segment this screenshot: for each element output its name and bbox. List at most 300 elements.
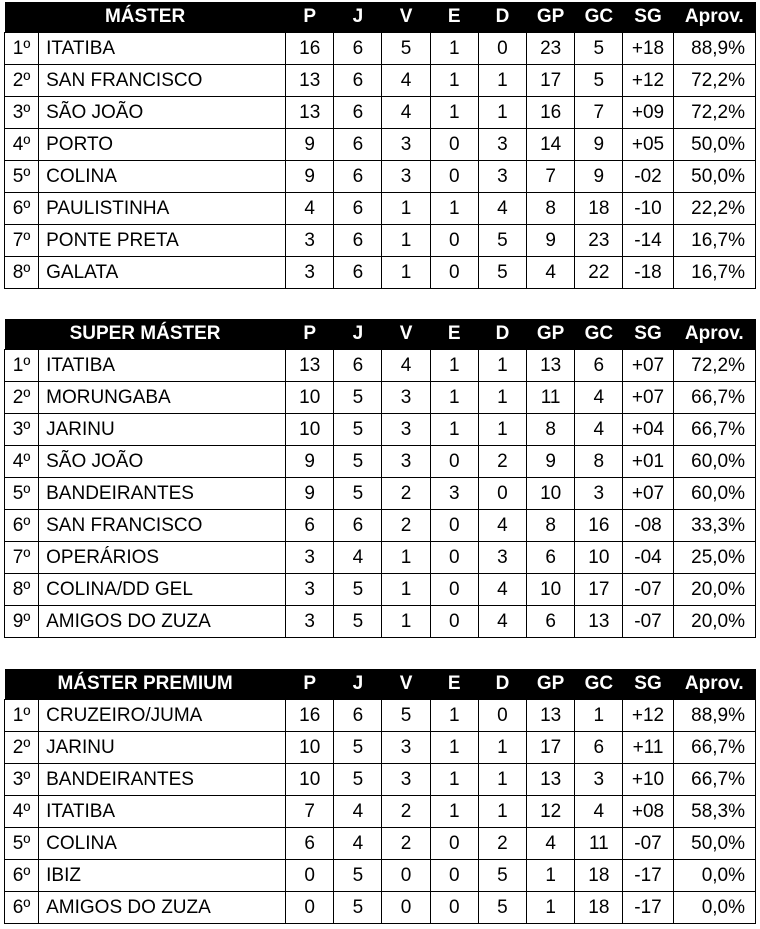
draws-cell: 0 [430,542,478,574]
goals-for-cell: 9 [527,225,575,257]
games-cell: 4 [334,828,382,860]
team-name-cell: SAN FRANCISCO [39,510,286,542]
percentage-cell: 25,0% [673,542,755,574]
team-name-cell: OPERÁRIOS [39,542,286,574]
goals-for-cell: 6 [527,542,575,574]
table-row [5,764,756,796]
goals-for-cell: 1 [527,860,575,892]
table-row [5,732,756,764]
wins-cell: 3 [382,414,430,446]
team-name-cell: SÃO JOÃO [39,97,286,129]
team-name-cell: PONTE PRETA [39,225,286,257]
table-row [5,414,756,446]
losses-cell: 2 [478,446,526,478]
draws-cell: 0 [430,446,478,478]
points-cell: 0 [286,860,334,892]
table-row [5,606,756,638]
table-row [5,860,756,892]
percentage-cell: 66,7% [673,732,755,764]
percentage-cell: 16,7% [673,257,755,289]
column-header-losses: D [478,669,526,700]
percentage-cell: 66,7% [673,414,755,446]
losses-cell: 1 [478,414,526,446]
goals-against-cell: 7 [575,97,623,129]
goals-for-cell: 4 [527,257,575,289]
position-cell: 3º [5,414,39,446]
percentage-cell: 50,0% [673,129,755,161]
points-cell: 3 [286,574,334,606]
points-cell: 3 [286,225,334,257]
table-title: MÁSTER [5,2,286,33]
table-row [5,700,756,732]
team-name-cell: ITATIBA [39,796,286,828]
table-row [5,542,756,574]
goal-difference-cell: +11 [623,732,673,764]
table-row [5,33,756,65]
wins-cell: 5 [382,700,430,732]
wins-cell: 4 [382,65,430,97]
wins-cell: 3 [382,764,430,796]
goals-against-cell: 3 [575,764,623,796]
goals-against-cell: 3 [575,478,623,510]
draws-cell: 1 [430,796,478,828]
team-name-cell: MORUNGABA [39,382,286,414]
draws-cell: 0 [430,860,478,892]
position-cell: 2º [5,732,39,764]
goal-difference-cell: -07 [623,606,673,638]
goal-difference-cell: -10 [623,193,673,225]
goals-for-cell: 13 [527,700,575,732]
percentage-cell: 72,2% [673,65,755,97]
percentage-cell: 50,0% [673,161,755,193]
losses-cell: 1 [478,382,526,414]
wins-cell: 3 [382,382,430,414]
games-cell: 6 [334,65,382,97]
games-cell: 5 [334,892,382,924]
percentage-cell: 58,3% [673,796,755,828]
table-title: SUPER MÁSTER [5,319,286,350]
goal-difference-cell: +18 [623,33,673,65]
percentage-cell: 16,7% [673,225,755,257]
goal-difference-cell: +10 [623,764,673,796]
games-cell: 6 [334,510,382,542]
position-cell: 3º [5,764,39,796]
goals-against-cell: 6 [575,732,623,764]
goal-difference-cell: -14 [623,225,673,257]
goals-against-cell: 9 [575,129,623,161]
position-cell: 4º [5,129,39,161]
draws-cell: 0 [430,892,478,924]
wins-cell: 5 [382,33,430,65]
points-cell: 9 [286,446,334,478]
team-name-cell: SÃO JOÃO [39,446,286,478]
games-cell: 6 [334,700,382,732]
draws-cell: 1 [430,33,478,65]
goals-against-cell: 4 [575,414,623,446]
games-cell: 4 [334,796,382,828]
position-cell: 1º [5,700,39,732]
percentage-cell: 33,3% [673,510,755,542]
games-cell: 4 [334,542,382,574]
draws-cell: 0 [430,574,478,606]
percentage-cell: 72,2% [673,97,755,129]
losses-cell: 4 [478,606,526,638]
position-cell: 5º [5,828,39,860]
goals-for-cell: 14 [527,129,575,161]
losses-cell: 2 [478,828,526,860]
losses-cell: 4 [478,193,526,225]
draws-cell: 3 [430,478,478,510]
table-row [5,382,756,414]
team-name-cell: PAULISTINHA [39,193,286,225]
goals-against-cell: 8 [575,446,623,478]
goal-difference-cell: +12 [623,700,673,732]
percentage-cell: 22,2% [673,193,755,225]
points-cell: 13 [286,97,334,129]
games-cell: 6 [334,350,382,382]
column-header-goal-difference: SG [623,2,673,33]
header-row [5,669,756,700]
table-row [5,510,756,542]
goals-for-cell: 6 [527,606,575,638]
losses-cell: 0 [478,33,526,65]
percentage-cell: 72,2% [673,350,755,382]
position-cell: 7º [5,542,39,574]
draws-cell: 1 [430,350,478,382]
goals-against-cell: 16 [575,510,623,542]
team-name-cell: JARINU [39,732,286,764]
table-row [5,65,756,97]
column-header-losses: D [478,319,526,350]
wins-cell: 4 [382,350,430,382]
position-cell: 5º [5,478,39,510]
column-header-losses: D [478,2,526,33]
team-name-cell: AMIGOS DO ZUZA [39,606,286,638]
wins-cell: 0 [382,860,430,892]
column-header-points: P [286,669,334,700]
points-cell: 13 [286,65,334,97]
table-master-premium [4,669,756,924]
goals-against-cell: 9 [575,161,623,193]
header-row [5,319,756,350]
position-cell: 5º [5,161,39,193]
goals-against-cell: 6 [575,350,623,382]
table-row [5,892,756,924]
games-cell: 5 [334,414,382,446]
losses-cell: 1 [478,350,526,382]
table-row [5,350,756,382]
percentage-cell: 60,0% [673,478,755,510]
losses-cell: 1 [478,65,526,97]
column-header-goals-against: GC [575,669,623,700]
column-header-games: J [334,319,382,350]
goal-difference-cell: -17 [623,892,673,924]
position-cell: 8º [5,574,39,606]
goals-against-cell: 4 [575,796,623,828]
percentage-cell: 66,7% [673,382,755,414]
column-header-goals-against: GC [575,2,623,33]
losses-cell: 3 [478,542,526,574]
wins-cell: 3 [382,446,430,478]
draws-cell: 1 [430,764,478,796]
points-cell: 16 [286,33,334,65]
draws-cell: 0 [430,828,478,860]
team-name-cell: ITATIBA [39,33,286,65]
wins-cell: 4 [382,97,430,129]
goals-for-cell: 17 [527,65,575,97]
goals-for-cell: 17 [527,732,575,764]
column-header-wins: V [382,319,430,350]
table-row [5,446,756,478]
goal-difference-cell: +05 [623,129,673,161]
team-name-cell: SAN FRANCISCO [39,65,286,97]
losses-cell: 5 [478,892,526,924]
losses-cell: 5 [478,860,526,892]
position-cell: 2º [5,65,39,97]
percentage-cell: 20,0% [673,606,755,638]
wins-cell: 1 [382,225,430,257]
points-cell: 16 [286,700,334,732]
goals-for-cell: 7 [527,161,575,193]
table-row [5,97,756,129]
draws-cell: 1 [430,732,478,764]
points-cell: 0 [286,892,334,924]
goal-difference-cell: +01 [623,446,673,478]
games-cell: 6 [334,257,382,289]
goals-for-cell: 8 [527,414,575,446]
points-cell: 10 [286,414,334,446]
wins-cell: 2 [382,796,430,828]
points-cell: 9 [286,161,334,193]
draws-cell: 1 [430,414,478,446]
goals-against-cell: 23 [575,225,623,257]
losses-cell: 1 [478,97,526,129]
position-cell: 6º [5,510,39,542]
column-header-points: P [286,319,334,350]
column-header-goals-against: GC [575,319,623,350]
losses-cell: 5 [478,257,526,289]
draws-cell: 0 [430,129,478,161]
goals-for-cell: 11 [527,382,575,414]
points-cell: 10 [286,764,334,796]
goals-against-cell: 5 [575,33,623,65]
column-header-points: P [286,2,334,33]
goal-difference-cell: +04 [623,414,673,446]
column-header-percentage: Aprov. [673,669,755,700]
wins-cell: 1 [382,574,430,606]
draws-cell: 0 [430,510,478,542]
position-cell: 1º [5,350,39,382]
wins-cell: 1 [382,542,430,574]
position-cell: 9º [5,606,39,638]
goals-for-cell: 23 [527,33,575,65]
points-cell: 6 [286,828,334,860]
goal-difference-cell: +09 [623,97,673,129]
draws-cell: 1 [430,382,478,414]
team-name-cell: COLINA/DD GEL [39,574,286,606]
goals-for-cell: 8 [527,510,575,542]
percentage-cell: 0,0% [673,892,755,924]
team-name-cell: AMIGOS DO ZUZA [39,892,286,924]
position-cell: 2º [5,382,39,414]
goals-against-cell: 1 [575,700,623,732]
games-cell: 6 [334,193,382,225]
games-cell: 5 [334,478,382,510]
goals-against-cell: 11 [575,828,623,860]
column-header-draws: E [430,2,478,33]
points-cell: 4 [286,193,334,225]
table-row [5,257,756,289]
goals-against-cell: 10 [575,542,623,574]
points-cell: 3 [286,542,334,574]
position-cell: 4º [5,796,39,828]
draws-cell: 0 [430,606,478,638]
points-cell: 13 [286,350,334,382]
games-cell: 6 [334,225,382,257]
goals-for-cell: 8 [527,193,575,225]
percentage-cell: 50,0% [673,828,755,860]
goals-for-cell: 13 [527,350,575,382]
team-name-cell: ITATIBA [39,350,286,382]
games-cell: 6 [334,97,382,129]
column-header-draws: E [430,669,478,700]
team-name-cell: BANDEIRANTES [39,478,286,510]
table-row [5,129,756,161]
percentage-cell: 88,9% [673,700,755,732]
games-cell: 6 [334,33,382,65]
team-name-cell: JARINU [39,414,286,446]
team-name-cell: GALATA [39,257,286,289]
games-cell: 5 [334,732,382,764]
table-title: MÁSTER PREMIUM [5,669,286,700]
losses-cell: 0 [478,700,526,732]
wins-cell: 0 [382,892,430,924]
goal-difference-cell: +07 [623,478,673,510]
wins-cell: 2 [382,828,430,860]
goals-against-cell: 18 [575,892,623,924]
table-row [5,161,756,193]
goals-for-cell: 10 [527,574,575,606]
goal-difference-cell: -07 [623,828,673,860]
column-header-goals-for: GP [527,319,575,350]
goal-difference-cell: +07 [623,350,673,382]
table-row [5,796,756,828]
goal-difference-cell: -04 [623,542,673,574]
draws-cell: 0 [430,225,478,257]
games-cell: 5 [334,764,382,796]
goals-for-cell: 1 [527,892,575,924]
points-cell: 9 [286,478,334,510]
table-row [5,478,756,510]
goals-against-cell: 18 [575,193,623,225]
goal-difference-cell: -07 [623,574,673,606]
games-cell: 5 [334,860,382,892]
losses-cell: 4 [478,510,526,542]
games-cell: 5 [334,382,382,414]
table-row [5,193,756,225]
table-super-master [4,319,756,638]
losses-cell: 1 [478,764,526,796]
goals-against-cell: 13 [575,606,623,638]
draws-cell: 1 [430,193,478,225]
losses-cell: 4 [478,574,526,606]
goal-difference-cell: -18 [623,257,673,289]
position-cell: 7º [5,225,39,257]
losses-cell: 1 [478,732,526,764]
team-name-cell: IBIZ [39,860,286,892]
position-cell: 8º [5,257,39,289]
position-cell: 3º [5,97,39,129]
games-cell: 5 [334,574,382,606]
points-cell: 3 [286,606,334,638]
goals-against-cell: 22 [575,257,623,289]
position-cell: 4º [5,446,39,478]
team-name-cell: PORTO [39,129,286,161]
games-cell: 5 [334,446,382,478]
goal-difference-cell: -08 [623,510,673,542]
goals-for-cell: 12 [527,796,575,828]
goals-for-cell: 16 [527,97,575,129]
position-cell: 6º [5,892,39,924]
goal-difference-cell: +12 [623,65,673,97]
points-cell: 10 [286,382,334,414]
games-cell: 6 [334,129,382,161]
column-header-games: J [334,2,382,33]
goals-for-cell: 4 [527,828,575,860]
wins-cell: 1 [382,193,430,225]
goal-difference-cell: -02 [623,161,673,193]
column-header-goals-for: GP [527,2,575,33]
goal-difference-cell: +08 [623,796,673,828]
points-cell: 9 [286,129,334,161]
losses-cell: 3 [478,129,526,161]
goals-for-cell: 10 [527,478,575,510]
percentage-cell: 88,9% [673,33,755,65]
position-cell: 6º [5,193,39,225]
table-row [5,574,756,606]
points-cell: 3 [286,257,334,289]
wins-cell: 3 [382,161,430,193]
draws-cell: 0 [430,257,478,289]
table-row [5,828,756,860]
goals-for-cell: 13 [527,764,575,796]
points-cell: 10 [286,732,334,764]
wins-cell: 1 [382,257,430,289]
draws-cell: 0 [430,161,478,193]
percentage-cell: 20,0% [673,574,755,606]
losses-cell: 0 [478,478,526,510]
goal-difference-cell: +07 [623,382,673,414]
column-header-percentage: Aprov. [673,2,755,33]
losses-cell: 1 [478,796,526,828]
goals-for-cell: 9 [527,446,575,478]
column-header-goal-difference: SG [623,319,673,350]
team-name-cell: COLINA [39,161,286,193]
column-header-games: J [334,669,382,700]
draws-cell: 1 [430,700,478,732]
team-name-cell: CRUZEIRO/JUMA [39,700,286,732]
wins-cell: 2 [382,510,430,542]
points-cell: 6 [286,510,334,542]
position-cell: 6º [5,860,39,892]
header-row [5,2,756,33]
goals-against-cell: 4 [575,382,623,414]
games-cell: 5 [334,606,382,638]
wins-cell: 2 [382,478,430,510]
goals-against-cell: 17 [575,574,623,606]
goals-against-cell: 18 [575,860,623,892]
team-name-cell: BANDEIRANTES [39,764,286,796]
